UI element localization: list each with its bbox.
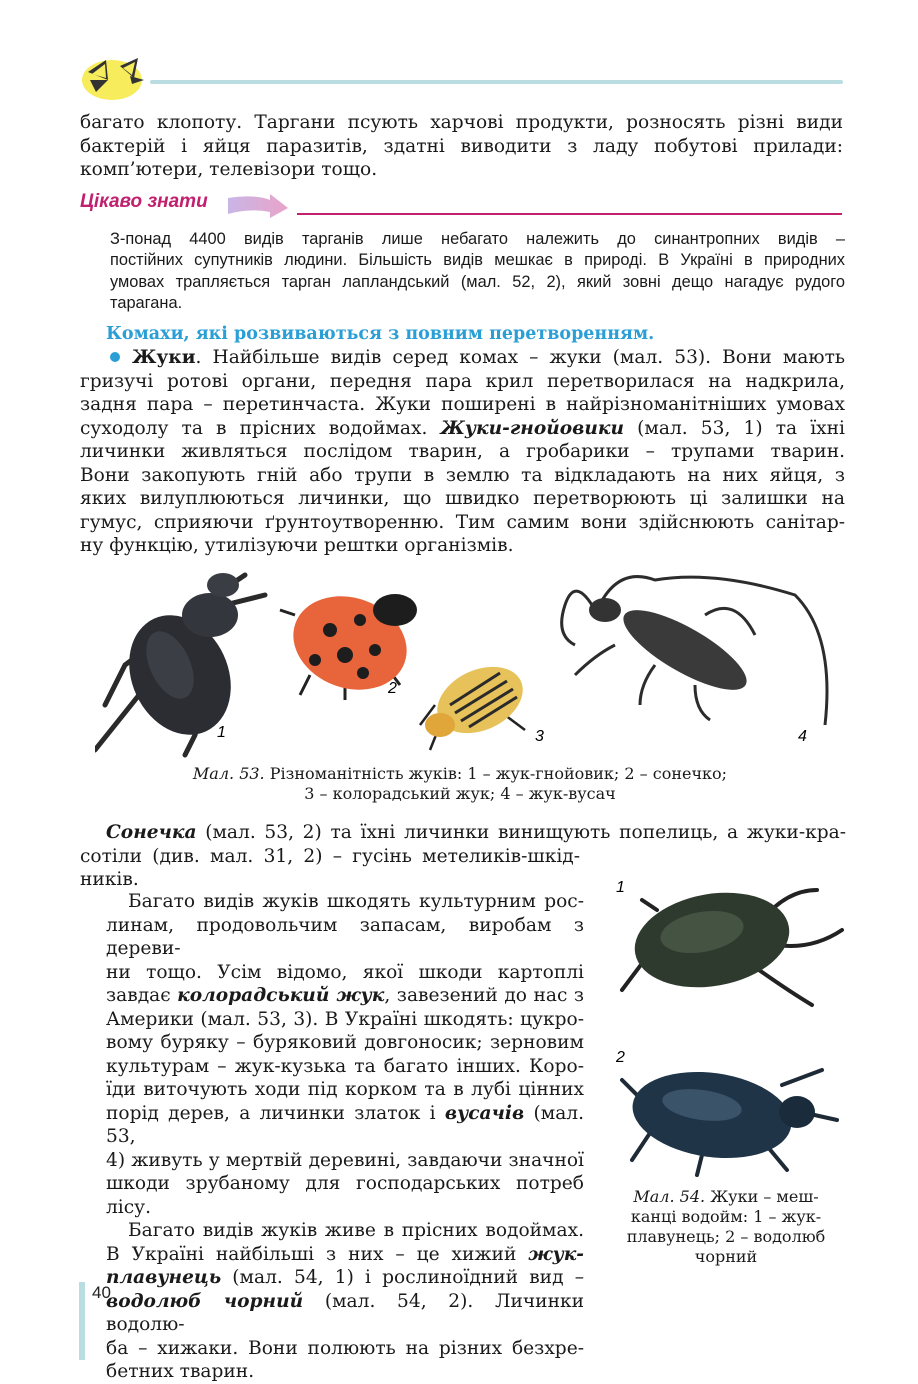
term-dung-beetles: Жуки-гнойовики <box>440 417 625 439</box>
term-diving-beetle: плавунець <box>106 1267 222 1288</box>
arrow-right-icon <box>226 192 290 220</box>
text-span: суходолу та в прісних водоймах. <box>80 417 441 439</box>
text-line <box>106 1290 584 1337</box>
text-span: (мал. 53, 2) та їхні личинки винищують попелиць, а жуки-кра- <box>196 822 846 843</box>
text-line: 4) живуть у мертвій деревині, завдаючи значної <box>106 1149 584 1171</box>
caption-line: плавунець; 2 – водолюб <box>626 1227 826 1246</box>
term-longhorn-beetles: вусачів <box>444 1102 525 1124</box>
did-you-know-text <box>110 229 845 315</box>
figure-label-text: Мал. 53. <box>192 764 265 783</box>
caption-line: 3 – колорадський жук; 4 – жук-вусач <box>304 784 616 803</box>
text-line <box>106 1243 584 1267</box>
figure-label: 4 <box>798 728 807 745</box>
text-span: (мал. 54, 1) і рослиноїдний вид – <box>221 1267 584 1288</box>
left-column-text <box>106 890 584 1384</box>
figure-53-beetles <box>95 555 845 760</box>
figure-54-caption <box>612 1187 840 1267</box>
figure-label: 1 <box>616 879 625 896</box>
text-line: багато клопоту. Таргани псують харчові продукти, розносять різні види <box>80 112 843 133</box>
figure-label: 2 <box>388 680 397 697</box>
text-line: задня пара – перетинчаста. Жуки поширені в найрізноманітніших умовах <box>80 394 845 415</box>
text-line: постійних супутників людини. Більшість видів мешкає в природі. В Україні в природних <box>110 251 845 270</box>
figure-label-text: Мал. 54. <box>633 1187 706 1206</box>
text-line: умовах трапляється тарган лапландський (мал. 52, 2), який зовні дещо нагадує рудого <box>110 272 845 291</box>
text-line <box>80 417 845 441</box>
text-line: личинки живляться послідом тварин, а гробарики – трупами тварин. <box>80 441 845 462</box>
text-line: сотіли (див. мал. 31, 2) – гусінь метеликів-шкід- <box>80 845 580 867</box>
text-line <box>106 821 846 845</box>
did-you-know-rule <box>297 213 842 215</box>
text-span: порід дерев, а личинки златок і <box>106 1102 445 1124</box>
bullet-icon <box>110 352 120 362</box>
text-line: шкоди зрубаному для господарських потреб лісу. <box>106 1173 584 1218</box>
text-line: Вони закопують гній або трупи в землю та відкладають на них яйця, з <box>80 464 845 486</box>
text-line: Америки (мал. 53, 3). В Україні шкодять: цукро- <box>106 1008 584 1030</box>
text-line: гумус, сприяючи ґрунтоутворенню. Тим самим вони здійснюють санітар- <box>80 511 845 533</box>
term-colorado-beetle: колорадський жук <box>177 985 385 1006</box>
figure-label: 2 <box>616 1049 625 1066</box>
text-line <box>80 346 845 370</box>
text-span: В Україні найбільші з них – це хижий <box>106 1243 529 1265</box>
figure-label: 3 <box>535 728 544 745</box>
text-line: З-понад 4400 видів тарганів лише небагато належить до синантропних видів – <box>110 230 845 248</box>
diving-beetle-image <box>622 881 842 1005</box>
text-span: (мал. 53, <box>106 1102 584 1147</box>
section-heading: Комахи, які розвиваються з повним перетворенням. <box>106 324 655 344</box>
text-span: (мал. 54, 2). Личинки водолю- <box>106 1290 584 1335</box>
figure-label: 1 <box>217 724 226 741</box>
caption-line: чорний <box>694 1247 758 1266</box>
text-line: линам, продовольчим запасам, виробам з дереви- <box>106 914 584 959</box>
term-water-scavenger: водолюб чорний <box>106 1290 304 1312</box>
figure-54-water-beetles <box>612 870 844 1180</box>
page-side-bar <box>79 1282 85 1360</box>
text-span: , завезений до нас з <box>384 985 585 1006</box>
text-line: Багато видів жуків шкодять культурним рос- <box>128 891 584 912</box>
caption-text: Різноманітність жуків: 1 – жук-гнойовик; 2 – сонечко; <box>264 764 728 783</box>
longhorn-beetle-image <box>562 577 827 725</box>
beetles-paragraph <box>80 346 845 558</box>
text-line: Багато видів жуків живе в прісних водоймах. <box>128 1220 584 1241</box>
header-rule <box>150 80 843 84</box>
page-number: 40 <box>92 1283 111 1302</box>
term-beetles: Жуки <box>132 347 196 368</box>
text-line: комп’ютери, телевізори тощо. <box>80 159 378 180</box>
text-line: культурам – жук-кузька та багато інших. Коро- <box>106 1055 584 1077</box>
term-diving-beetle: жук- <box>528 1243 584 1265</box>
butterfly-logo-icon <box>78 50 152 102</box>
text-line: тарагана. <box>110 294 183 313</box>
text-line: бактерій і яйця паразитів, здатні виводити з ладу побутові прилади: <box>80 135 843 157</box>
text-line: гризучі ротові органи, передня пара крил перетворилася на надкрила, <box>80 370 845 392</box>
colorado-beetle-image <box>420 654 533 750</box>
caption-text: Жуки – меш- <box>705 1187 819 1206</box>
dung-beetle-image <box>95 573 265 755</box>
term-ladybirds: Сонечка <box>106 822 197 843</box>
text-span: завдає <box>106 985 178 1006</box>
caption-line <box>612 1187 840 1207</box>
text-span: . Найбільше видів серед комах – жуки (мал. 53). Вони мають <box>195 347 845 368</box>
text-line: вому буряку – буряковий довгоносик; зерновим <box>106 1032 584 1053</box>
figure-53-caption <box>140 764 780 804</box>
water-scavenger-beetle-image <box>622 1062 837 1175</box>
text-line: ну функцію, утилізуючи рештки організмів. <box>80 535 514 556</box>
text-line <box>106 1266 584 1290</box>
text-line: їди виточують ходи під корком та в лубі цінних <box>106 1079 584 1100</box>
text-line: ників. <box>80 869 139 890</box>
text-line <box>106 1102 584 1149</box>
caption-line: канці водойм: 1 – жук- <box>630 1207 822 1226</box>
text-line: яких вилуплюються личинки, що швидко перетворюють ці залишки на <box>80 488 845 509</box>
ladybird-image <box>280 581 420 705</box>
text-line <box>106 984 584 1008</box>
caption-line <box>140 764 780 784</box>
did-you-know-title: Цікаво знати <box>80 191 208 212</box>
text-span: (мал. 53, 1) та їхні <box>624 417 845 439</box>
text-line: ба – хижаки. Вони полюють на різних безхре- <box>106 1337 584 1359</box>
text-line: бетних тварин. <box>106 1361 255 1382</box>
intro-paragraph <box>80 111 843 182</box>
text-line: ни тощо. Усім відомо, якої шкоди картоплі <box>106 961 584 983</box>
